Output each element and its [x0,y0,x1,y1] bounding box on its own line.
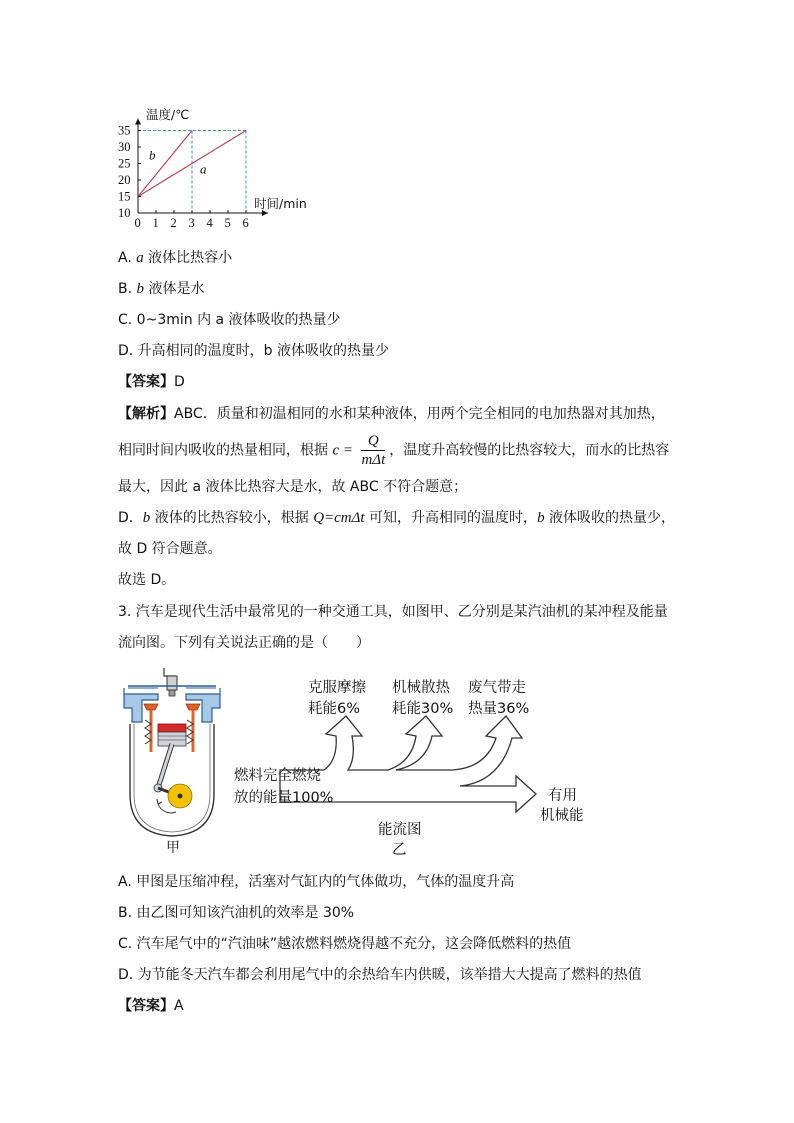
chart-x-tick-label: 4 [206,216,213,230]
temperature-time-chart [118,100,328,235]
chart-x-tick-label: 3 [188,216,195,230]
q2-option-b: B. b 液体是水 [118,281,205,297]
chart-y-tick-label: 35 [118,123,131,138]
flow-heat-dissipation-label-1: 机械散热 [392,680,450,696]
q2-analysis-line-4: D．b 液体的比热容较小，根据 Q=cmΔt 可知，升高相同的温度时，b 液体吸收的热量少， [118,510,676,526]
q3-stem-line-2: 流向图。下列有关说法正确的是（ ） [118,635,370,651]
chart-y-tick-label: 20 [118,173,131,187]
intake-valve [144,704,158,752]
q3-option-c: C. 汽车尾气中的“汽油味”越浓燃料燃烧得越不充分，这会降低燃料的热值 [118,936,572,952]
q2-option-d: D. 升高相同的温度时，b 液体吸收的热量少 [118,343,390,359]
q3-option-a: A. 甲图是压缩冲程，活塞对气缸内的气体做功，气体的温度升高 [118,874,515,890]
engine-stroke-figure [118,664,228,864]
chart-x-tick-label: 5 [224,216,231,230]
q2-option-c: C. 0~3min 内 a 液体吸收的热量少 [118,312,341,328]
q2-conclusion: 故选 D。 [118,572,176,588]
fig-jia-caption: 甲 [166,840,180,856]
chart-xlabel: 时间/min [254,196,307,211]
flow-exhaust-label-1: 废气带走 [468,680,526,696]
chart-y-axis-arrow [135,119,141,125]
flow-friction-label-1: 克服摩擦 [308,680,366,696]
flow-input-label-2: 放的能量100% [234,790,334,806]
specific-heat-formula: $\frac{Q}{\text{mΔt}}$ [361,433,386,468]
spark-plug-icon [164,668,177,696]
chart-y-tick-label: 10 [118,206,131,220]
flow-friction-label-2: 耗能6% [308,701,361,717]
q2-option-a: A. a 液体比热容小 [118,250,233,266]
chart-x-tick-label: 2 [170,216,177,230]
fig-yi-caption: 乙 [392,842,407,858]
flow-useful-label-2: 机械能 [540,808,584,824]
chart-series-b-line [138,131,192,197]
chart-ylabel: 温度/℃ [146,107,190,122]
q2-analysis-line-2: 相同时间内吸收的热量相同，根据 c = $\frac{Q}{\text{mΔt}}$ ，温度升高较慢的比热容较大，而水的比热容 [118,433,670,468]
q2-analysis-line-3: 最大，因此 a 液体比热容大是水，故 ABC 不符合题意； [118,479,468,495]
chart-y-tick-label: 25 [118,156,131,171]
energy-flow-diagram [228,672,598,862]
q3-answer: 【答案】A [118,998,184,1014]
q2-analysis-line-1: 【解析】ABC．质量和初温相同的水和某种液体，用两个完全相同的电加热器对其加热， [118,406,665,422]
piston [158,724,186,746]
chart-y-tick-label: 30 [118,140,131,154]
flow-useful-label-1: 有用 [548,788,577,804]
q3-option-b: B. 由乙图可知该汽油机的效率是 30% [118,905,355,921]
exhaust-valve [186,704,200,752]
connecting-rod [154,744,174,794]
flow-input-label-1: 燃料完全燃烧 [234,768,321,784]
q2-analysis-line-5: 故 D 符合题意。 [118,541,222,557]
q2-answer: 【答案】D [118,374,185,390]
fig-yi-caption-title: 能流图 [378,822,422,838]
chart-x-tick-label: 1 [152,216,159,230]
flow-exhaust-label-2: 热量36% [468,701,530,717]
flow-heat-dissipation-label-2: 耗能30% [392,701,454,717]
chart-x-tick-label: 0 [134,216,141,230]
chart-series-b-label: b [149,147,156,163]
q3-stem-line-1: 3. 汽车是现代生活中最常见的一种交通工具，如图甲、乙分别是某汽油机的某冲程及能量 [118,604,668,620]
chart-y-tick-label: 15 [118,189,131,204]
q3-option-d: D. 为节能冬天汽车都会利用尾气中的余热给车内供暖，该举措大大提高了燃料的热值 [118,967,642,983]
chart-series-a-label: a [200,161,207,177]
chart-x-tick-label: 6 [242,216,249,230]
